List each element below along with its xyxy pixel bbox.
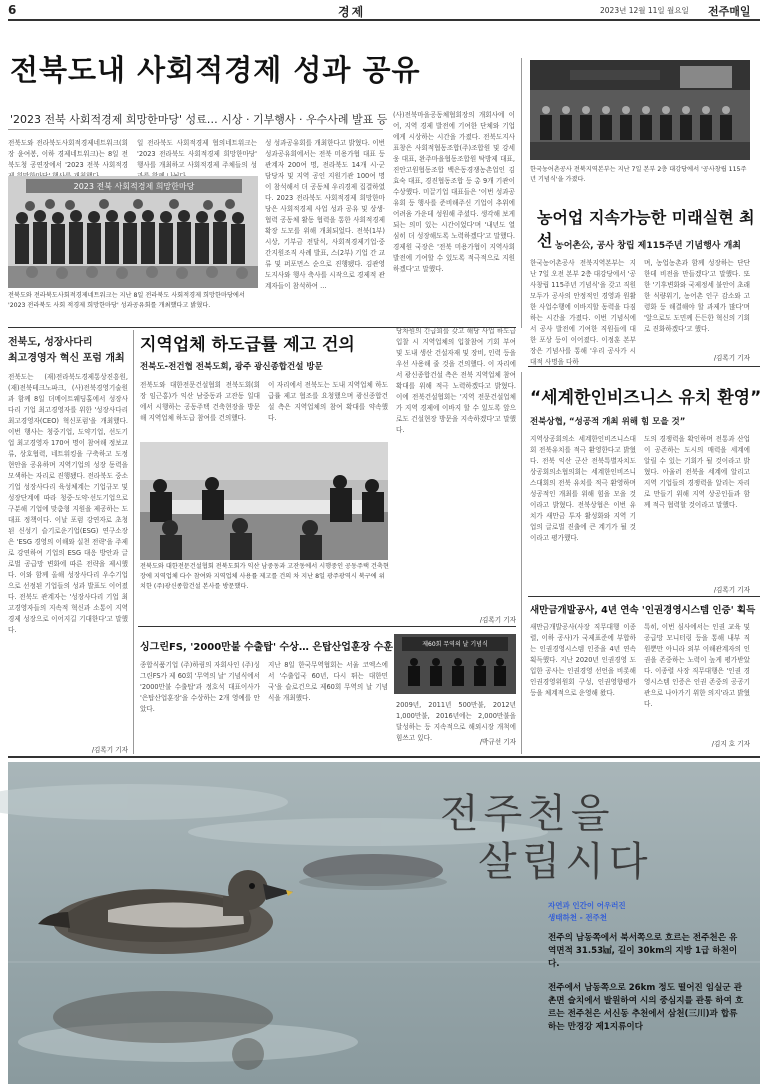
right2-byline: /김지 호 기자: [711, 740, 750, 748]
group-photo: [8, 176, 258, 288]
right1-rule: [528, 596, 760, 597]
construction-visit-photo: [140, 442, 388, 560]
column-divider-main: [521, 58, 522, 328]
issue-date: 2023년 12월 11일 월요일: [600, 6, 689, 15]
middle2-col1-text: 종합식품기업 (주)하림의 자회사인 (주)싱그린FS가 제 60회 '무역의 날' 기념식에서 '2000만불 수출탑'과 정호석 대표이사가 '은탑산업훈장'을 수상하는 2개 영예를 안았다.: [140, 661, 260, 713]
ad-tagline-1: 자연과 인간이 어우러진: [548, 901, 626, 910]
main-subhead: '2023 전북 사회적경제 희망한마당' 성료… 시상 · 기부행사 · 우수사례 발표 등: [10, 113, 388, 126]
middle1-col1-text: 전북도와 대한전문건설협회 전북도회(회장 임근홍)가 익산 남중동과 고잔동 일대에서 시행하는 공동주택 건축현장을 방문해 지역업체 하도급 참여를 건의했다.: [140, 381, 260, 422]
trade-award-photo: [394, 634, 516, 694]
photo-banner-text: 2023 전북 사회적경제 희망한마당: [73, 182, 195, 191]
main-col3-text: 성 성과공유회를 개최한다고 밝혔다. 이번 성과공유회에서는 전북 미용가협 대표 등 관계자 200여 명, 전라북도 14개 시·군 담당자 및 지역 공인 지원기관 100여 명이 참석해서 더 공동체 우리경제 집결하였다. 2023 전라북도 사회적경제 희망한마당은 사회적경제 사업 성과 공유 및 상생·협력 공동체 활동 협력을 통한 사회적경제 확장 도모를 위해 개최되었다. 전북(1부) 시상, 기부금 전달식, 사회적경제기업·중간지원조직 사례 발표, 스(2부) 기업 간 교류 및 퍼포먼스 순으로 진행됐다. 김관영 도지사와 행사 축사를 시작으로 경제적 관계자들이 참석하여 ...: [265, 139, 385, 290]
left-column-byline: /김록기 기자: [91, 746, 128, 754]
right1-col2-text: 도의 경쟁력을 확인하며 전통과 산업이 공존하는 도시의 매력을 세계에 알릴 수 있는 기회가 될 것이라고 밝혔다. 아울러 전북을 세계에 알리고 지역 기업들의 경쟁력을 알리는 자리로 만들기 위해 지역 상공인들과 함께 적극 협력할 것이라고 말했다.: [644, 435, 750, 509]
construction-photo-caption: 전북도와 대한전문건설협회 전북도회가 익산 남중동과 고잔동에서 시행중인 공동주택 건축현장에 지역업체 다수 참여와 지역업체 사용률 제고를 건의 차 지난 8일 광주광역시 북구에 위치한 (주)광신종합건설 본사를 방문했다.: [140, 563, 389, 590]
middle2-byline: /박규선 기자: [479, 738, 516, 746]
right1-byline: /김록기 기자: [713, 586, 750, 594]
left-headline-2: 최고경영자 혁신 포럼 개최: [8, 353, 125, 364]
ad-body-2: 전주에서 남동쪽으로 26km 정도 떨어진 임실군 관촌면 슬치에서 발원하여 시의 중심지를 관통 하여 흐르는 전주천은 서신동 추천에서 삼천(三川)과 합류하는 만경강 제1지류이다: [548, 983, 744, 1032]
ad-title-line2: 살립시다: [478, 839, 653, 885]
top-right-subhead: 농어촌公, 공사 창립 제115주년 기념행사 개최: [555, 241, 741, 251]
column-divider-right: [521, 372, 522, 754]
main-photo-caption: 전북도와 전라북도사회적경제네트워크는 지난 8일 전라북도 사회적경제 희망한마당에서 '2023 전라북도 사회 적경제 희망한마당' 성과공유회를 개최했다고 밝혔다.: [8, 292, 245, 309]
main-headline: 전북도내 사회적경제 성과 공유: [10, 53, 421, 87]
right2-col2-text: 특히, 이번 심사에서는 인권 교육 및 공급망 모니터링 등을 통해 내부 직원뿐만 아니라 외부 이해관계자의 인권을 존중하는 노력이 높게 평가받았다. 이종렬 사장 직무대행은 '인권 경영시스템 인증은 인권 존중의 공공기관으로 나아가기 위한 의지'라고 밝혔다.: [644, 623, 750, 708]
top-right-col1-text: 한국농어촌공사 전북지역본부는 지난 7일 오전 본부 2층 대강당에서 '공사창립 115주년 기념식'을 갖고 직원 모두가 공사의 안정적인 경영과 원활한 사업수행에 이바지할 동력을 다짐하는 시간을 가졌다. 이번 기념식에서 공사 발전에 기여한 직원들에 대한 포상 등이 이어졌다. 이정훈 본부장은 기념사를 통해 '우리 공사가 시대적 사명을 다하: [530, 259, 636, 366]
top-right-rule: [528, 366, 760, 367]
page-number: 6: [8, 3, 17, 17]
ad-body-1: 전주의 남동쪽에서 북서쪽으로 흐르는 전주천은 유역면적 31.53㎢, 길이 30km의 지방 1급 하천이다.: [548, 933, 738, 969]
right2-headline: 새만금개발공사, 4년 연속 '인권경영시스템 인증' 획득: [530, 605, 756, 616]
right1-headline: “세계한인비즈니스 유치 환영”: [530, 388, 762, 408]
header-rule: [8, 19, 760, 21]
middle2-col4-text: 2009년, 2011년 500만불, 2012년 1,000만불, 2016년에는 2,000만불을 달성하는 등 지속적으로 해외시장 개척에 힘쓰고 있다.: [396, 701, 516, 742]
middle2-headline: 싱그린FS, '2000만불 수출탑' 수상… 은탑산업훈장 수훈: [140, 642, 394, 653]
top-right-col2-text: 며, 농업농촌과 함께 성장하는 단단한데 비전을 만들겠다'고 말했다. 또한 '기후변화와 국제정세 불안이 초래한 식량위기, 농어촌 인구 감소와 고령화 등 해결해야 할 과제가 많다'며 '앞으로도 도민께 든든한 혁신의 기회로 진화하겠다'고 했다.: [644, 259, 750, 333]
top-right-headline: 농어업 지속가능한 미래실현 최선: [537, 208, 755, 250]
middle1-col2-text: 이 자리에서 전북도는 도내 지역업체 하도급률 제고 협조를 요청했으며 광신종합건설 측은 지역업체의 참여 확대를 약속했다.: [268, 381, 388, 422]
top-right-byline: /김록기 기자: [713, 354, 750, 362]
middle2-col3-text: 지난 8일 한국무역협회는 서울 코엑스에서 '수출입국 60년, 다시 뛰는 대한민국'을 슬로건으로 제60회 무역의 날 기념식을 개최했다.: [268, 661, 388, 702]
middle1-subhead: 전북도-전건협 전북도회, 광주 광신종합건설 방문: [140, 362, 323, 372]
right1-col1-text: 지역상공회의소 세계한인비즈니스대회 전북유치를 적극 환영한다고 밝혔다. 전북 익산 군산 전북특별자치도상공회의소협의회는 세계한인비즈니스대회의 전북 유치를 적극 환영하며 성공적인 개최를 위해 힘을 모을 것이라고 밝혔다. 전북상협은 이번 유치가 새만금 투자 활성화와 지역 기업의 글로벌 진출에 큰 계기가 될 것이라고 평가했다.: [530, 435, 636, 542]
ceremony-photo-caption: 한국농어촌공사 전북지역본부는 지난 7일 본부 2층 대강당에서 '공사창립 115주년 기념식'을 가졌다.: [530, 166, 747, 183]
main-col4-text: (사)전북마을공동체협회장의 개회사에 이어, 지역 경제 발전에 기여한 단체와 기업에게 시상하는 시간을 가졌다. 전북도지사표창은 사회적협동조합(주)조합원 및 강세웅 대표, 완주마을협동조합원 탁방제 대표, 진안고원협동조합 백은동경쟁농촌업인 김효숙 대표, 경진협동조합 등 총 9개 기관이 수상했다. 미끌기업 대표들은 '이번 성과공유회 등 행사를 준비해주신 기업이 추위에 어려움 가운데 성원해 주셨다. 생각해 보게 되는 의미 있는 시간이었다'며 '내년도 열심히 더 성장해도록 노력하겠다'고 말했다. 경제원 국장은 '전북 미용가협이 지역사회 발전에 기여할 수 있도록 적극적으로 지원하겠다'고 말했다.: [393, 111, 515, 273]
main-col1-text: 전북도와 전라북도사회적경제네트워크(회장 윤여봉, 이하 경제네트워크)는 8일 전북도청 공연장에서 '2023 전북 사회적경: [8, 139, 128, 169]
ceremony-photo: [530, 60, 750, 160]
right1-subhead: 전북상협, “성공적 개최 위해 힘 모을 것”: [530, 417, 686, 427]
middle1-rule: [138, 626, 516, 627]
right2-col1-text: 새만금개발공사(사장 직무대행 이종렬, 이하 공사)가 국제표준에 부합하는 인권경영시스템 인증을 4년 연속 획득했다. 지난 2020년 인권경영 도입한 공사는 인권경영 선언을 비롯해 인권경영위원회 구성, 인권영향평가 등을 체계적으로 운영해 왔다.: [530, 623, 636, 697]
main-col2-text: 일 전라북도 사회적경제 협의네트워크는 '2023 전라북도 사회적경제 희망한마당' 행사를 개최하고 사회적경제 주체들의 성: [137, 139, 257, 169]
ad-top-rule: [8, 756, 760, 758]
ad-title-line1: 전주천을: [440, 791, 615, 837]
trade-banner-text: 제60회 무역의 날 기념식: [422, 641, 488, 648]
middle1-col3-text: 당차원의 긴급회를 갖고 해당 사업 하도급 입찰 시 지역업체의 입찰참여 기회 부여 및 도내 생산 건설자재 및 장비, 인력 등을 우선 사용해 줄 것을 건의했다. 이 자리에서 광신종합건설 측은 전북 지역업체 참여 확대를 위해 적극 노력하겠다고 밝혔다. 이에 전북건설협회는 '지역 전문건설업체가 지역 경제에 이바지 할 수 있도록 앞으로도 건설현장 방문을 지속하겠다'고 말했다.: [396, 327, 516, 434]
column-divider-left: [133, 330, 134, 754]
left-headline-1: 전북도, 성장사다리: [8, 337, 93, 348]
jeonju-stream-ad: [8, 762, 760, 1084]
middle1-byline: /김록기 기자: [479, 616, 516, 624]
middle1-headline: 지역업체 하도급률 제고 건의: [140, 335, 355, 355]
ad-tagline-2: 생태하천 - 전주천: [548, 913, 608, 922]
left-column-text: 전북도는 (재)전라북도경제통상진흥원, (재)전북테크노파크, (사)전북경영기술원과 함께 8일 더메이트웨딩홀에서 성장사다리 기업 최고경영자를 위한 '성장사다리 최고경영자(CEO) 혁신포럼'을 개최했다. 이번 행사는 청중기업, 도약기업, 선도기업 최고경영자 170여 명이 참여해 정보교류, 상호협력, 네트워킹을 구축하고 도정 현안을 공유하며 지역기업의 성장 동력을 모색하는 자리로 진행됐다. 전라북도 중소기업 성장사다리 육성체계는 기업규모 및 성장단계에 따라 청중·도약·선도기업으로 구분해 기업에 맞춤형 지원을 제공하는 도 대표 정책이다. 이날 포럼 강연자로 초청된 신성기 슬기로운기업(ESG) 연구소장은 'ESG 경영의 이해와 실천 전략'을 주제로 강연하여 기업의 ESG 대응 방안과 글로벌 공급망 변화에 따른 전략을 제시했다. 이와 함께 올해 성장사다리 우수기업으로 선정된 기업들의 성과 발표도 이어졌다. 전북도 관계자는 '성장사다리 기업 최고경영자들의 지속적 혁신과 소통이 지역경제 성장으로 이어지길 기대한다'고 말했다.: [8, 373, 128, 634]
main-subhead-rule: [8, 129, 383, 130]
section-title: 경제: [338, 5, 366, 19]
page-header: [8, 3, 760, 19]
paper-name: 전주매일: [708, 5, 751, 18]
